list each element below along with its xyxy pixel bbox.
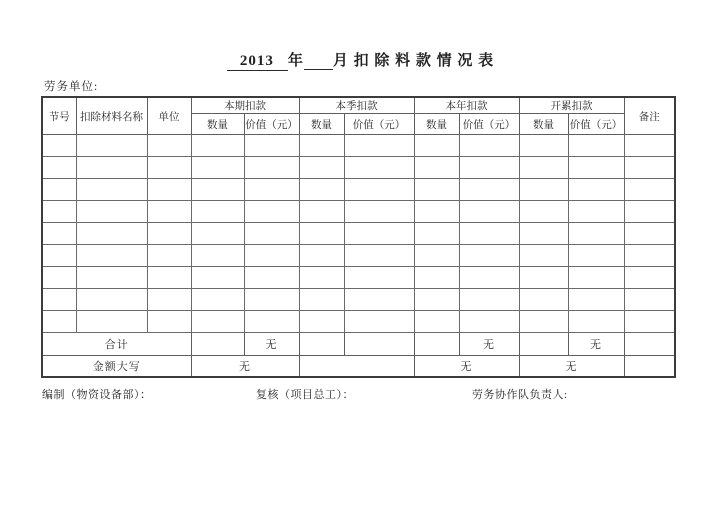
empty-cell <box>191 245 244 267</box>
empty-cell <box>76 223 147 245</box>
total-value-year: 无 <box>459 333 519 356</box>
col-header-material-name: 扣除材料名称 <box>76 97 147 135</box>
empty-cell <box>42 267 76 289</box>
empty-cell <box>147 289 191 311</box>
empty-cell <box>519 245 568 267</box>
table-footer <box>42 333 675 378</box>
empty-cell <box>147 311 191 333</box>
empty-cell <box>519 311 568 333</box>
col-header-value-period: 价值（元） <box>244 114 299 135</box>
empty-cell <box>191 223 244 245</box>
empty-cell <box>299 135 344 157</box>
title-month-blank <box>304 55 333 70</box>
total-qty-year <box>414 333 459 356</box>
empty-data-row <box>42 267 675 289</box>
col-group-current-quarter: 本季扣款 <box>299 97 414 114</box>
empty-cell <box>299 289 344 311</box>
empty-cell <box>344 267 414 289</box>
empty-cell <box>147 245 191 267</box>
empty-cell <box>624 311 675 333</box>
empty-cell <box>519 289 568 311</box>
empty-cell <box>244 135 299 157</box>
empty-cell <box>299 223 344 245</box>
empty-cell <box>414 311 459 333</box>
empty-cell <box>344 179 414 201</box>
empty-cell <box>42 201 76 223</box>
empty-cell <box>76 201 147 223</box>
empty-cell <box>147 267 191 289</box>
col-group-current-period: 本期扣款 <box>191 97 299 114</box>
col-header-value-quarter: 价值（元） <box>344 114 414 135</box>
empty-cell <box>459 135 519 157</box>
empty-cell <box>147 157 191 179</box>
title-month-char: 月 <box>332 53 349 69</box>
total-remark <box>624 333 675 356</box>
empty-data-row <box>42 179 675 201</box>
amount-words-period: 无 <box>191 356 299 378</box>
empty-cell <box>244 245 299 267</box>
empty-cell <box>519 179 568 201</box>
empty-cell <box>568 289 624 311</box>
table-header <box>42 97 675 135</box>
empty-cell <box>299 311 344 333</box>
empty-cell <box>459 179 519 201</box>
col-header-remark: 备注 <box>624 97 675 135</box>
empty-data-row <box>42 311 675 333</box>
empty-cell <box>42 311 76 333</box>
empty-cell <box>344 157 414 179</box>
empty-cell <box>519 157 568 179</box>
empty-cell <box>459 223 519 245</box>
total-value-quarter <box>344 333 414 356</box>
labor-team-leader-label: 劳务协作队负责人: <box>472 389 568 401</box>
header-group-row <box>42 97 675 114</box>
col-group-cumulative: 开累扣款 <box>519 97 624 114</box>
empty-cell <box>299 157 344 179</box>
empty-cell <box>568 267 624 289</box>
amount-words-cumulative: 无 <box>519 356 624 378</box>
empty-cell <box>568 157 624 179</box>
empty-cell <box>299 179 344 201</box>
col-header-qty-year: 数量 <box>414 114 459 135</box>
empty-cell <box>459 267 519 289</box>
empty-cell <box>244 201 299 223</box>
empty-cell <box>42 135 76 157</box>
empty-cell <box>414 135 459 157</box>
page-title <box>0 49 721 70</box>
empty-cell <box>414 201 459 223</box>
amount-words-quarter <box>299 356 414 378</box>
empty-cell <box>191 311 244 333</box>
total-qty-quarter <box>299 333 344 356</box>
empty-data-row <box>42 289 675 311</box>
empty-cell <box>191 135 244 157</box>
empty-cell <box>147 223 191 245</box>
amount-in-words-row <box>42 356 675 378</box>
total-label: 合计 <box>42 333 191 356</box>
empty-cell <box>414 223 459 245</box>
empty-cell <box>624 289 675 311</box>
empty-cell <box>344 245 414 267</box>
empty-cell <box>568 245 624 267</box>
empty-cell <box>568 201 624 223</box>
col-header-value-year: 价值（元） <box>459 114 519 135</box>
empty-cell <box>459 289 519 311</box>
empty-data-row <box>42 157 675 179</box>
empty-cell <box>42 223 76 245</box>
empty-data-row <box>42 223 675 245</box>
col-group-current-year: 本年扣款 <box>414 97 519 114</box>
deduction-table <box>41 96 676 378</box>
empty-cell <box>244 157 299 179</box>
empty-cell <box>244 179 299 201</box>
empty-cell <box>344 289 414 311</box>
empty-cell <box>76 289 147 311</box>
title-year-value: 2013 <box>227 53 288 71</box>
empty-cell <box>147 201 191 223</box>
empty-cell <box>299 201 344 223</box>
empty-cell <box>244 223 299 245</box>
empty-cell <box>191 201 244 223</box>
empty-cell <box>568 223 624 245</box>
empty-cell <box>624 223 675 245</box>
empty-cell <box>414 267 459 289</box>
empty-cell <box>568 311 624 333</box>
empty-cell <box>459 245 519 267</box>
empty-cell <box>76 135 147 157</box>
col-header-qty-cumulative: 数量 <box>519 114 568 135</box>
empty-cell <box>519 267 568 289</box>
empty-cell <box>568 135 624 157</box>
empty-cell <box>76 179 147 201</box>
empty-cell <box>42 157 76 179</box>
empty-cell <box>299 267 344 289</box>
empty-cell <box>191 179 244 201</box>
empty-cell <box>42 245 76 267</box>
empty-cell <box>76 245 147 267</box>
empty-cell <box>459 201 519 223</box>
total-value-period: 无 <box>244 333 299 356</box>
empty-cell <box>344 201 414 223</box>
labor-unit-label: 劳务单位: <box>44 81 99 93</box>
reviewed-by-label: 复核（项目总工）： <box>256 389 354 401</box>
empty-cell <box>76 157 147 179</box>
empty-cell <box>624 135 675 157</box>
total-qty-period <box>191 333 244 356</box>
col-header-qty-period: 数量 <box>191 114 244 135</box>
col-header-value-cumulative: 价值（元） <box>568 114 624 135</box>
table-body <box>42 135 675 333</box>
empty-cell <box>344 311 414 333</box>
empty-cell <box>624 179 675 201</box>
empty-cell <box>344 135 414 157</box>
empty-cell <box>459 157 519 179</box>
col-header-qty-quarter: 数量 <box>299 114 344 135</box>
total-qty-cumulative <box>519 333 568 356</box>
empty-cell <box>459 311 519 333</box>
empty-cell <box>414 245 459 267</box>
empty-cell <box>624 267 675 289</box>
empty-cell <box>568 179 624 201</box>
total-value-cumulative: 无 <box>568 333 624 356</box>
empty-cell <box>191 267 244 289</box>
amount-words-year: 无 <box>414 356 519 378</box>
empty-cell <box>42 289 76 311</box>
amount-words-remark <box>624 356 675 378</box>
empty-cell <box>414 157 459 179</box>
empty-data-row <box>42 135 675 157</box>
empty-cell <box>76 267 147 289</box>
empty-cell <box>191 157 244 179</box>
empty-cell <box>519 135 568 157</box>
empty-cell <box>76 311 147 333</box>
col-header-section-no: 节号 <box>42 97 76 135</box>
empty-cell <box>244 267 299 289</box>
empty-data-row <box>42 245 675 267</box>
empty-cell <box>414 179 459 201</box>
empty-cell <box>519 223 568 245</box>
empty-cell <box>519 201 568 223</box>
prepared-by-label: 编制（物资设备部）： <box>42 389 152 401</box>
title-text: 扣 除 料 款 情 况 表 <box>353 53 495 69</box>
empty-cell <box>624 201 675 223</box>
col-header-unit: 单位 <box>147 97 191 135</box>
empty-cell <box>624 157 675 179</box>
empty-cell <box>147 135 191 157</box>
empty-cell <box>414 289 459 311</box>
empty-cell <box>191 289 244 311</box>
amount-in-words-label: 金额大写 <box>42 356 191 378</box>
empty-cell <box>344 223 414 245</box>
empty-cell <box>244 311 299 333</box>
total-row <box>42 333 675 356</box>
empty-cell <box>147 179 191 201</box>
empty-cell <box>299 245 344 267</box>
title-year-char: 年 <box>287 53 304 69</box>
empty-cell <box>244 289 299 311</box>
empty-cell <box>42 179 76 201</box>
empty-data-row <box>42 201 675 223</box>
empty-cell <box>624 245 675 267</box>
